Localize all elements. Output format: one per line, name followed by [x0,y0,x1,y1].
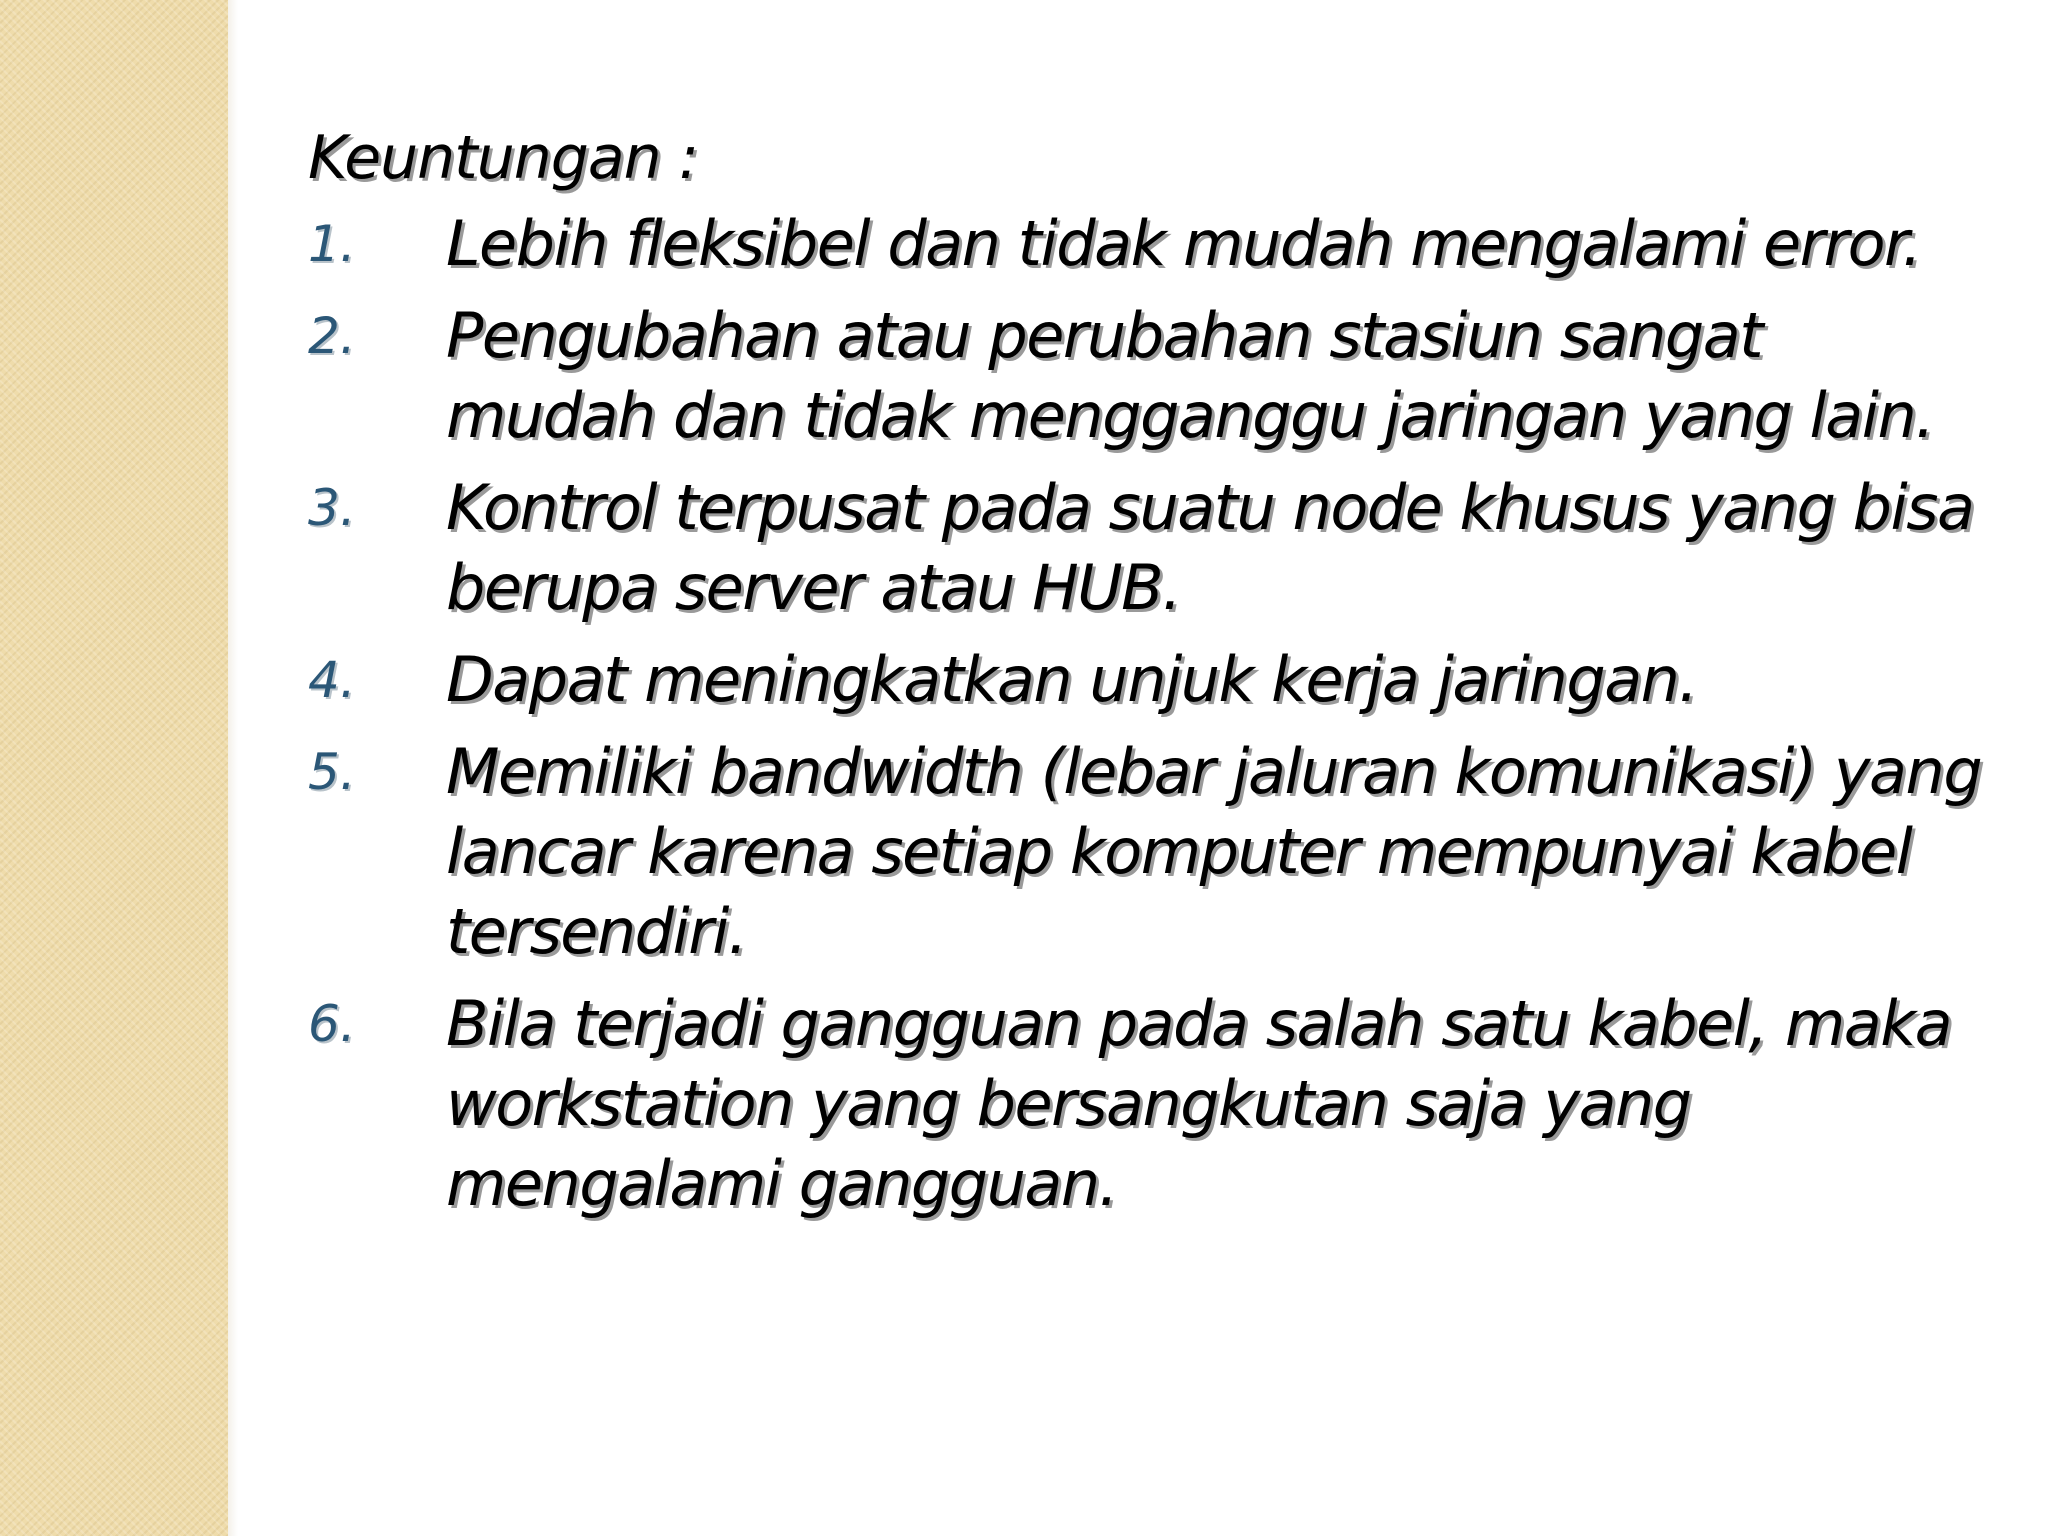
list-item-text: Dapat meningkatkan unjuk kerja jaringan. [446,643,1697,716]
list-item-number: 5. [308,743,356,801]
list-item [308,204,2008,284]
decorative-side-band [0,0,228,1536]
list-item [308,984,2008,1224]
list-item-text: Pengubahan atau perubahan stasiun sangat mudah dan tidak mengganggu jaringan yang lain. [446,299,1934,452]
list-item-text: Memiliki bandwidth (lebar jaluran komunikasi) yang lancar karena setiap komputer mempunyai kabel tersendiri. [446,735,1982,968]
side-band-edge [228,0,238,1536]
slide-heading: Keuntungan : [308,123,698,193]
list-item-number: 4. [308,651,356,709]
list-item [308,468,2008,628]
list-item-number: 2. [308,307,356,365]
list-item-text: Kontrol terpusat pada suatu node khusus yang bisa berupa server atau HUB. [446,471,1974,624]
list-item-text: Lebih fleksibel dan tidak mudah mengalami error. [446,207,1921,280]
list-item-number: 3. [308,479,356,537]
list-item-number: 6. [308,995,356,1053]
list-item-number: 1. [308,215,356,273]
list-item [308,296,2008,456]
list-item-text: Bila terjadi gangguan pada salah satu kabel, maka workstation yang bersangkutan saja yang mengalami gangguan. [446,987,1952,1220]
advantages-list [308,204,2008,1224]
list-item [308,732,2008,972]
list-item [308,640,2008,720]
slide-content [308,118,2008,1236]
